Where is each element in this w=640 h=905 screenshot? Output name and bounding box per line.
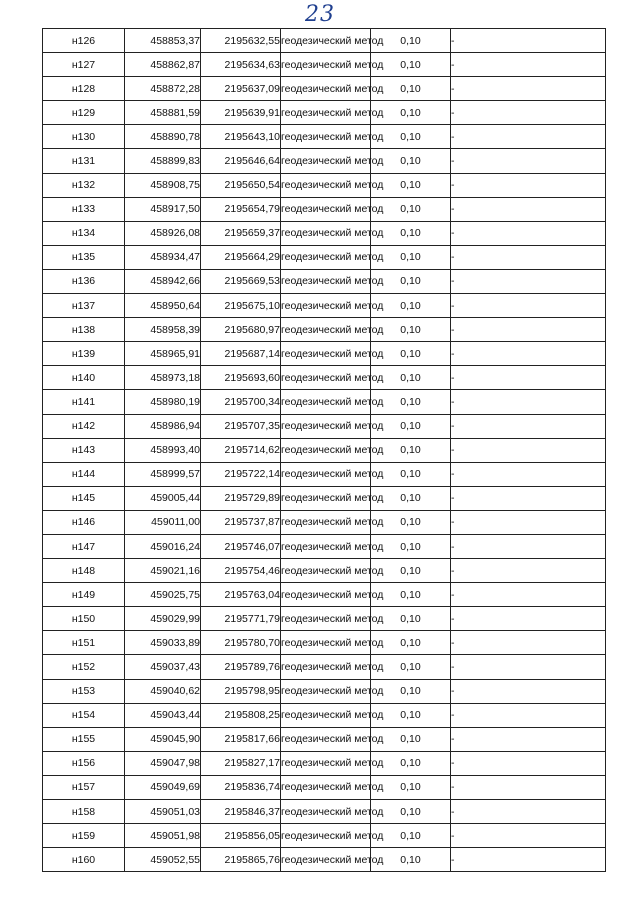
point-id-cell: н143 xyxy=(43,438,125,462)
method-cell: геодезический метод xyxy=(281,221,371,245)
y-coordinate-cell: 2195680,97 xyxy=(201,318,281,342)
note-cell: - xyxy=(451,438,606,462)
y-coordinate-cell: 2195687,14 xyxy=(201,342,281,366)
y-coordinate-cell: 2195808,25 xyxy=(201,703,281,727)
coordinates-table xyxy=(42,28,606,872)
note-cell: - xyxy=(451,824,606,848)
point-id-cell: н138 xyxy=(43,318,125,342)
method-cell: геодезический метод xyxy=(281,173,371,197)
y-coordinate-cell: 2195693,60 xyxy=(201,366,281,390)
point-id-cell: н136 xyxy=(43,269,125,293)
accuracy-cell: 0,10 xyxy=(371,824,451,848)
accuracy-cell: 0,10 xyxy=(371,559,451,583)
note-cell: - xyxy=(451,462,606,486)
table-row xyxy=(43,125,606,149)
accuracy-cell: 0,10 xyxy=(371,101,451,125)
note-cell: - xyxy=(451,197,606,221)
x-coordinate-cell: 458973,18 xyxy=(125,366,201,390)
method-cell: геодезический метод xyxy=(281,510,371,534)
point-id-cell: н150 xyxy=(43,607,125,631)
table-row xyxy=(43,486,606,510)
table-row xyxy=(43,294,606,318)
note-cell: - xyxy=(451,510,606,534)
table-row xyxy=(43,414,606,438)
method-cell: геодезический метод xyxy=(281,631,371,655)
point-id-cell: н137 xyxy=(43,294,125,318)
note-cell: - xyxy=(451,607,606,631)
accuracy-cell: 0,10 xyxy=(371,342,451,366)
x-coordinate-cell: 459051,98 xyxy=(125,824,201,848)
method-cell: геодезический метод xyxy=(281,29,371,53)
y-coordinate-cell: 2195637,09 xyxy=(201,77,281,101)
table-row xyxy=(43,366,606,390)
note-cell: - xyxy=(451,294,606,318)
table-row xyxy=(43,438,606,462)
note-cell: - xyxy=(451,655,606,679)
y-coordinate-cell: 2195817,66 xyxy=(201,727,281,751)
y-coordinate-cell: 2195771,79 xyxy=(201,607,281,631)
table-row xyxy=(43,221,606,245)
x-coordinate-cell: 458881,59 xyxy=(125,101,201,125)
x-coordinate-cell: 459016,24 xyxy=(125,534,201,558)
method-cell: геодезический метод xyxy=(281,462,371,486)
method-cell: геодезический метод xyxy=(281,486,371,510)
point-id-cell: н148 xyxy=(43,559,125,583)
method-cell: геодезический метод xyxy=(281,583,371,607)
table-row xyxy=(43,245,606,269)
note-cell: - xyxy=(451,751,606,775)
table-row xyxy=(43,534,606,558)
note-cell: - xyxy=(451,245,606,269)
accuracy-cell: 0,10 xyxy=(371,318,451,342)
y-coordinate-cell: 2195639,91 xyxy=(201,101,281,125)
accuracy-cell: 0,10 xyxy=(371,390,451,414)
method-cell: геодезический метод xyxy=(281,438,371,462)
x-coordinate-cell: 458950,64 xyxy=(125,294,201,318)
table-row xyxy=(43,631,606,655)
method-cell: геодезический метод xyxy=(281,125,371,149)
point-id-cell: н131 xyxy=(43,149,125,173)
note-cell: - xyxy=(451,775,606,799)
y-coordinate-cell: 2195643,10 xyxy=(201,125,281,149)
x-coordinate-cell: 459040,62 xyxy=(125,679,201,703)
x-coordinate-cell: 459021,16 xyxy=(125,559,201,583)
method-cell: геодезический метод xyxy=(281,824,371,848)
x-coordinate-cell: 459005,44 xyxy=(125,486,201,510)
x-coordinate-cell: 459045,90 xyxy=(125,727,201,751)
y-coordinate-cell: 2195746,07 xyxy=(201,534,281,558)
x-coordinate-cell: 459029,99 xyxy=(125,607,201,631)
x-coordinate-cell: 458917,50 xyxy=(125,197,201,221)
accuracy-cell: 0,10 xyxy=(371,29,451,53)
accuracy-cell: 0,10 xyxy=(371,53,451,77)
accuracy-cell: 0,10 xyxy=(371,149,451,173)
x-coordinate-cell: 458908,75 xyxy=(125,173,201,197)
accuracy-cell: 0,10 xyxy=(371,294,451,318)
point-id-cell: н160 xyxy=(43,848,125,872)
accuracy-cell: 0,10 xyxy=(371,679,451,703)
table-row xyxy=(43,342,606,366)
method-cell: геодезический метод xyxy=(281,197,371,221)
x-coordinate-cell: 458958,39 xyxy=(125,318,201,342)
y-coordinate-cell: 2195754,46 xyxy=(201,559,281,583)
point-id-cell: н156 xyxy=(43,751,125,775)
note-cell: - xyxy=(451,77,606,101)
note-cell: - xyxy=(451,583,606,607)
y-coordinate-cell: 2195846,37 xyxy=(201,800,281,824)
method-cell: геодезический метод xyxy=(281,269,371,293)
table-row xyxy=(43,559,606,583)
accuracy-cell: 0,10 xyxy=(371,510,451,534)
y-coordinate-cell: 2195798,95 xyxy=(201,679,281,703)
method-cell: геодезический метод xyxy=(281,53,371,77)
method-cell: геодезический метод xyxy=(281,703,371,727)
point-id-cell: н155 xyxy=(43,727,125,751)
method-cell: геодезический метод xyxy=(281,607,371,631)
table-row xyxy=(43,318,606,342)
method-cell: геодезический метод xyxy=(281,390,371,414)
note-cell: - xyxy=(451,390,606,414)
table-row xyxy=(43,101,606,125)
x-coordinate-cell: 459052,55 xyxy=(125,848,201,872)
note-cell: - xyxy=(451,848,606,872)
table-row xyxy=(43,462,606,486)
accuracy-cell: 0,10 xyxy=(371,245,451,269)
y-coordinate-cell: 2195714,62 xyxy=(201,438,281,462)
table-row xyxy=(43,269,606,293)
accuracy-cell: 0,10 xyxy=(371,125,451,149)
y-coordinate-cell: 2195659,37 xyxy=(201,221,281,245)
page-number: 23 xyxy=(305,2,335,27)
note-cell: - xyxy=(451,53,606,77)
point-id-cell: н151 xyxy=(43,631,125,655)
x-coordinate-cell: 458986,94 xyxy=(125,414,201,438)
point-id-cell: н157 xyxy=(43,775,125,799)
y-coordinate-cell: 2195675,10 xyxy=(201,294,281,318)
method-cell: геодезический метод xyxy=(281,751,371,775)
accuracy-cell: 0,10 xyxy=(371,77,451,101)
method-cell: геодезический метод xyxy=(281,559,371,583)
point-id-cell: н140 xyxy=(43,366,125,390)
y-coordinate-cell: 2195737,87 xyxy=(201,510,281,534)
x-coordinate-cell: 458980,19 xyxy=(125,390,201,414)
y-coordinate-cell: 2195763,04 xyxy=(201,583,281,607)
note-cell: - xyxy=(451,269,606,293)
accuracy-cell: 0,10 xyxy=(371,655,451,679)
method-cell: геодезический метод xyxy=(281,77,371,101)
table-row xyxy=(43,173,606,197)
y-coordinate-cell: 2195632,55 xyxy=(201,29,281,53)
point-id-cell: н153 xyxy=(43,679,125,703)
point-id-cell: н126 xyxy=(43,29,125,53)
x-coordinate-cell: 459011,00 xyxy=(125,510,201,534)
method-cell: геодезический метод xyxy=(281,414,371,438)
method-cell: геодезический метод xyxy=(281,655,371,679)
note-cell: - xyxy=(451,173,606,197)
y-coordinate-cell: 2195865,76 xyxy=(201,848,281,872)
x-coordinate-cell: 458926,08 xyxy=(125,221,201,245)
table-row xyxy=(43,679,606,703)
method-cell: геодезический метод xyxy=(281,775,371,799)
y-coordinate-cell: 2195827,17 xyxy=(201,751,281,775)
note-cell: - xyxy=(451,101,606,125)
table-row xyxy=(43,197,606,221)
table-row xyxy=(43,800,606,824)
x-coordinate-cell: 458899,83 xyxy=(125,149,201,173)
table-row xyxy=(43,607,606,631)
table-row xyxy=(43,77,606,101)
accuracy-cell: 0,10 xyxy=(371,848,451,872)
table-row xyxy=(43,149,606,173)
y-coordinate-cell: 2195707,35 xyxy=(201,414,281,438)
y-coordinate-cell: 2195722,14 xyxy=(201,462,281,486)
method-cell: геодезический метод xyxy=(281,294,371,318)
point-id-cell: н159 xyxy=(43,824,125,848)
x-coordinate-cell: 459037,43 xyxy=(125,655,201,679)
accuracy-cell: 0,10 xyxy=(371,486,451,510)
x-coordinate-cell: 458890,78 xyxy=(125,125,201,149)
y-coordinate-cell: 2195664,29 xyxy=(201,245,281,269)
point-id-cell: н128 xyxy=(43,77,125,101)
method-cell: геодезический метод xyxy=(281,727,371,751)
point-id-cell: н134 xyxy=(43,221,125,245)
table-row xyxy=(43,848,606,872)
method-cell: геодезический метод xyxy=(281,679,371,703)
table-row xyxy=(43,751,606,775)
note-cell: - xyxy=(451,559,606,583)
point-id-cell: н127 xyxy=(43,53,125,77)
x-coordinate-cell: 459051,03 xyxy=(125,800,201,824)
y-coordinate-cell: 2195634,63 xyxy=(201,53,281,77)
table-row xyxy=(43,583,606,607)
coordinates-table-body xyxy=(43,29,606,872)
note-cell: - xyxy=(451,486,606,510)
note-cell: - xyxy=(451,366,606,390)
point-id-cell: н132 xyxy=(43,173,125,197)
note-cell: - xyxy=(451,29,606,53)
accuracy-cell: 0,10 xyxy=(371,366,451,390)
accuracy-cell: 0,10 xyxy=(371,438,451,462)
x-coordinate-cell: 459033,89 xyxy=(125,631,201,655)
method-cell: геодезический метод xyxy=(281,101,371,125)
y-coordinate-cell: 2195780,70 xyxy=(201,631,281,655)
y-coordinate-cell: 2195729,89 xyxy=(201,486,281,510)
table-row xyxy=(43,655,606,679)
point-id-cell: н142 xyxy=(43,414,125,438)
accuracy-cell: 0,10 xyxy=(371,631,451,655)
x-coordinate-cell: 459047,98 xyxy=(125,751,201,775)
note-cell: - xyxy=(451,221,606,245)
point-id-cell: н154 xyxy=(43,703,125,727)
method-cell: геодезический метод xyxy=(281,318,371,342)
accuracy-cell: 0,10 xyxy=(371,462,451,486)
accuracy-cell: 0,10 xyxy=(371,800,451,824)
accuracy-cell: 0,10 xyxy=(371,727,451,751)
note-cell: - xyxy=(451,318,606,342)
x-coordinate-cell: 458862,87 xyxy=(125,53,201,77)
note-cell: - xyxy=(451,800,606,824)
accuracy-cell: 0,10 xyxy=(371,607,451,631)
table-row xyxy=(43,390,606,414)
point-id-cell: н135 xyxy=(43,245,125,269)
accuracy-cell: 0,10 xyxy=(371,583,451,607)
point-id-cell: н144 xyxy=(43,462,125,486)
point-id-cell: н158 xyxy=(43,800,125,824)
table-row xyxy=(43,727,606,751)
accuracy-cell: 0,10 xyxy=(371,775,451,799)
y-coordinate-cell: 2195669,53 xyxy=(201,269,281,293)
x-coordinate-cell: 458965,91 xyxy=(125,342,201,366)
x-coordinate-cell: 458853,37 xyxy=(125,29,201,53)
accuracy-cell: 0,10 xyxy=(371,414,451,438)
x-coordinate-cell: 458934,47 xyxy=(125,245,201,269)
accuracy-cell: 0,10 xyxy=(371,197,451,221)
table-row xyxy=(43,703,606,727)
x-coordinate-cell: 458999,57 xyxy=(125,462,201,486)
point-id-cell: н139 xyxy=(43,342,125,366)
method-cell: геодезический метод xyxy=(281,245,371,269)
table-row xyxy=(43,53,606,77)
point-id-cell: н152 xyxy=(43,655,125,679)
y-coordinate-cell: 2195654,79 xyxy=(201,197,281,221)
x-coordinate-cell: 459049,69 xyxy=(125,775,201,799)
point-id-cell: н149 xyxy=(43,583,125,607)
method-cell: геодезический метод xyxy=(281,848,371,872)
note-cell: - xyxy=(451,631,606,655)
note-cell: - xyxy=(451,727,606,751)
point-id-cell: н146 xyxy=(43,510,125,534)
y-coordinate-cell: 2195646,64 xyxy=(201,149,281,173)
x-coordinate-cell: 459043,44 xyxy=(125,703,201,727)
x-coordinate-cell: 458942,66 xyxy=(125,269,201,293)
point-id-cell: н145 xyxy=(43,486,125,510)
x-coordinate-cell: 458872,28 xyxy=(125,77,201,101)
accuracy-cell: 0,10 xyxy=(371,221,451,245)
y-coordinate-cell: 2195650,54 xyxy=(201,173,281,197)
table-row xyxy=(43,29,606,53)
point-id-cell: н147 xyxy=(43,534,125,558)
accuracy-cell: 0,10 xyxy=(371,534,451,558)
method-cell: геодезический метод xyxy=(281,534,371,558)
method-cell: геодезический метод xyxy=(281,800,371,824)
table-row xyxy=(43,775,606,799)
point-id-cell: н130 xyxy=(43,125,125,149)
accuracy-cell: 0,10 xyxy=(371,703,451,727)
note-cell: - xyxy=(451,414,606,438)
note-cell: - xyxy=(451,125,606,149)
note-cell: - xyxy=(451,679,606,703)
y-coordinate-cell: 2195836,74 xyxy=(201,775,281,799)
point-id-cell: н129 xyxy=(43,101,125,125)
x-coordinate-cell: 459025,75 xyxy=(125,583,201,607)
accuracy-cell: 0,10 xyxy=(371,751,451,775)
y-coordinate-cell: 2195856,05 xyxy=(201,824,281,848)
point-id-cell: н141 xyxy=(43,390,125,414)
note-cell: - xyxy=(451,149,606,173)
table-row xyxy=(43,510,606,534)
method-cell: геодезический метод xyxy=(281,342,371,366)
x-coordinate-cell: 458993,40 xyxy=(125,438,201,462)
y-coordinate-cell: 2195789,76 xyxy=(201,655,281,679)
method-cell: геодезический метод xyxy=(281,149,371,173)
method-cell: геодезический метод xyxy=(281,366,371,390)
note-cell: - xyxy=(451,342,606,366)
note-cell: - xyxy=(451,703,606,727)
table-row xyxy=(43,824,606,848)
note-cell: - xyxy=(451,534,606,558)
accuracy-cell: 0,10 xyxy=(371,269,451,293)
accuracy-cell: 0,10 xyxy=(371,173,451,197)
y-coordinate-cell: 2195700,34 xyxy=(201,390,281,414)
point-id-cell: н133 xyxy=(43,197,125,221)
